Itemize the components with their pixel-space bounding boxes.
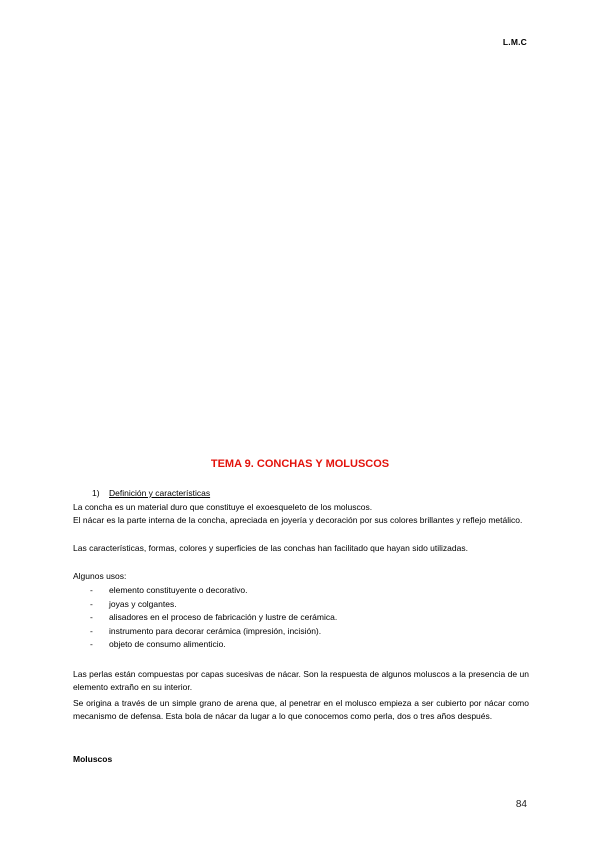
- list-item: [90, 638, 337, 652]
- list-item-text: joyas y colgantes.: [109, 598, 177, 609]
- list-item: [90, 598, 337, 612]
- list-bullet: -: [90, 612, 93, 623]
- list-item-text: objeto de consumo alimenticio.: [109, 639, 226, 650]
- uses-list: [90, 584, 337, 652]
- uses-label: Algunos usos:: [73, 571, 127, 581]
- list-bullet: -: [90, 639, 93, 650]
- list-item: [90, 584, 337, 598]
- paragraph-caracteristicas: Las características, formas, colores y superficies de las conchas han facilitado que hayan sido utilizadas.: [73, 543, 468, 553]
- list-item: [90, 625, 337, 639]
- list-item-text: elemento constituyente o decorativo.: [109, 585, 248, 595]
- list-item-text: instrumento para decorar cerámica (impresión, incisión).: [109, 625, 322, 636]
- list-bullet: -: [90, 598, 93, 609]
- paragraph-perlas: Las perlas están compuestas por capas sucesivas de nácar. Son la respuesta de algunos moluscos a la presencia de un elemento extraño en su interior.: [73, 669, 529, 692]
- section-title: Definición y características: [109, 488, 211, 498]
- list-item-text: alisadores en el proceso de fabricación y lustre de cerámica.: [109, 612, 338, 623]
- paragraph-nacar: El nácar es la parte interna de la concha, apreciada en joyería y decoración por sus colores brillantes y reflejo metálico.: [73, 515, 523, 525]
- list-bullet: -: [90, 585, 93, 595]
- paragraph-concha: La concha es un material duro que constituye el exoesqueleto de los moluscos.: [73, 502, 373, 512]
- page-number: 84: [515, 799, 527, 810]
- section-number: 1): [92, 488, 100, 498]
- list-item: [90, 611, 337, 625]
- section-heading: [92, 488, 210, 498]
- header-initials: L.M.C: [502, 37, 527, 47]
- list-bullet: -: [90, 625, 93, 636]
- page-title: TEMA 9. CONCHAS Y MOLUSCOS: [210, 458, 390, 470]
- paragraph-origen: Se origina a través de un simple grano de arena que, al penetrar en el molusco empieza a ser cubierto por nácar como mecanismo de defensa. Esta bola de nácar da lugar a lo que conocemos como perla, dos o tres años después.: [73, 698, 529, 721]
- subheading-moluscos: Moluscos: [73, 754, 113, 764]
